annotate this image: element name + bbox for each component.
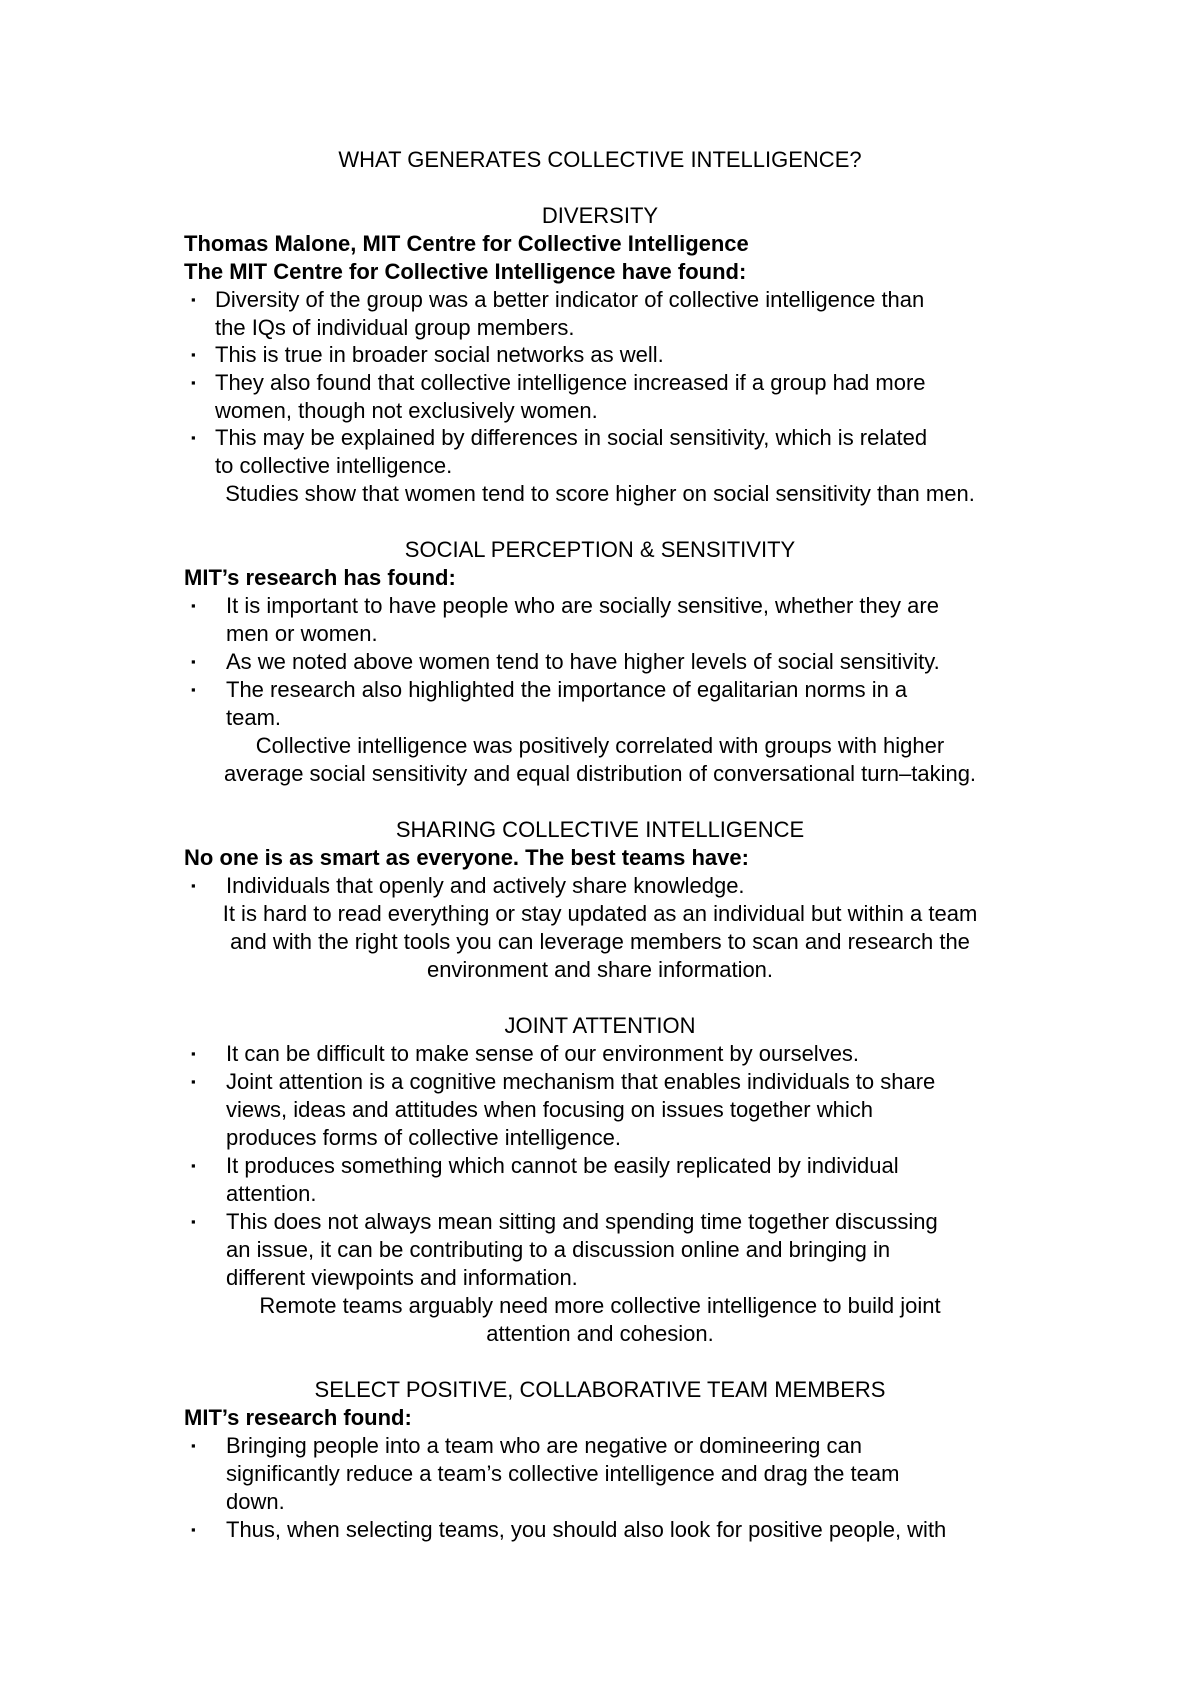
bullet-icon: ▪ xyxy=(191,1522,196,1537)
social-bullet-1-line-1: It is important to have people who are socially sensitive, whether they are xyxy=(226,593,939,618)
diversity-bullet-1-line-1: Diversity of the group was a better indicator of collective intelligence than xyxy=(215,287,925,312)
social-closing-line-2: average social sensitivity and equal distribution of conversational turn–taking. xyxy=(223,761,977,786)
sharing-closing-line-3: environment and share information. xyxy=(426,957,774,982)
joint-bullet-1-line-1: It can be difficult to make sense of our environment by ourselves. xyxy=(226,1041,860,1066)
bullet-icon: ▪ xyxy=(191,1074,196,1089)
diversity-bullet-4-line-1: This may be explained by differences in social sensitivity, which is related xyxy=(215,425,928,450)
social-closing-line-1: Collective intelligence was positively correlated with groups with higher xyxy=(255,733,945,758)
joint-bullet-4-line-1: This does not always mean sitting and spending time together discussing xyxy=(226,1209,938,1234)
joint-bullet-2-line-2: views, ideas and attitudes when focusing on issues together which xyxy=(226,1097,873,1122)
bullet-icon: ▪ xyxy=(191,1438,196,1453)
bullet-icon: ▪ xyxy=(191,1158,196,1173)
joint-closing-line-2: attention and cohesion. xyxy=(486,1321,714,1346)
diversity-heading: DIVERSITY xyxy=(541,203,659,228)
diversity-bullet-3-line-1: They also found that collective intelligence increased if a group had more xyxy=(215,370,926,395)
diversity-bullet-4-line-2: to collective intelligence. xyxy=(215,453,453,478)
select-bullet-2-line-1: Thus, when selecting teams, you should also look for positive people, with xyxy=(226,1517,947,1542)
bullet-icon: ▪ xyxy=(191,598,196,613)
select-intro: MIT’s research found: xyxy=(184,1405,412,1430)
diversity-author: Thomas Malone, MIT Centre for Collective Intelligence xyxy=(184,231,749,256)
social-heading: SOCIAL PERCEPTION & SENSITIVITY xyxy=(404,537,796,562)
diversity-intro: The MIT Centre for Collective Intelligence have found: xyxy=(184,259,747,284)
social-bullet-3-line-2: team. xyxy=(226,705,282,730)
sharing-bullet-1-line-1: Individuals that openly and actively share knowledge. xyxy=(226,873,745,898)
diversity-bullet-3-line-2: women, though not exclusively women. xyxy=(215,398,598,423)
bullet-icon: ▪ xyxy=(191,878,196,893)
bullet-icon: ▪ xyxy=(191,682,196,697)
sharing-closing-line-1: It is hard to read everything or stay updated as an individual but within a team xyxy=(222,901,978,926)
social-bullet-2-line-1: As we noted above women tend to have higher levels of social sensitivity. xyxy=(226,649,940,674)
joint-heading: JOINT ATTENTION xyxy=(504,1013,696,1038)
social-bullet-1-line-2: men or women. xyxy=(226,621,378,646)
bullet-icon: ▪ xyxy=(191,654,196,669)
document-title: WHAT GENERATES COLLECTIVE INTELLIGENCE? xyxy=(338,147,862,172)
bullet-icon: ▪ xyxy=(191,430,196,445)
joint-bullet-2-line-1: Joint attention is a cognitive mechanism that enables individuals to share xyxy=(226,1069,936,1094)
select-bullet-1-line-1: Bringing people into a team who are negative or domineering can xyxy=(226,1433,862,1458)
bullet-icon: ▪ xyxy=(191,1046,196,1061)
sharing-closing-line-2: and with the right tools you can leverage members to scan and research the xyxy=(230,929,970,954)
diversity-bullet-1-line-2: the IQs of individual group members. xyxy=(215,315,575,340)
joint-bullet-3-line-1: It produces something which cannot be easily replicated by individual xyxy=(226,1153,899,1178)
sharing-intro: No one is as smart as everyone. The best teams have: xyxy=(184,845,749,870)
joint-bullet-2-line-3: produces forms of collective intelligence. xyxy=(226,1125,621,1150)
joint-bullet-4-line-2: an issue, it can be contributing to a discussion online and bringing in xyxy=(226,1237,891,1262)
diversity-closing: Studies show that women tend to score higher on social sensitivity than men. xyxy=(225,481,975,506)
social-intro: MIT’s research has found: xyxy=(184,565,456,590)
select-heading: SELECT POSITIVE, COLLABORATIVE TEAM MEMBERS xyxy=(314,1377,886,1402)
select-bullet-1-line-3: down. xyxy=(226,1489,285,1514)
bullet-icon: ▪ xyxy=(191,375,196,390)
bullet-icon: ▪ xyxy=(191,347,196,362)
bullet-icon: ▪ xyxy=(191,1214,196,1229)
joint-bullet-3-line-2: attention. xyxy=(226,1181,317,1206)
select-bullet-1-line-2: significantly reduce a team’s collective intelligence and drag the team xyxy=(226,1461,900,1486)
bullet-icon: ▪ xyxy=(191,292,196,307)
social-bullet-3-line-1: The research also highlighted the importance of egalitarian norms in a xyxy=(226,677,908,702)
joint-bullet-4-line-3: different viewpoints and information. xyxy=(226,1265,578,1290)
sharing-heading: SHARING COLLECTIVE INTELLIGENCE xyxy=(395,817,805,842)
joint-closing-line-1: Remote teams arguably need more collective intelligence to build joint xyxy=(259,1293,941,1318)
diversity-bullet-2-line-1: This is true in broader social networks as well. xyxy=(215,342,664,367)
